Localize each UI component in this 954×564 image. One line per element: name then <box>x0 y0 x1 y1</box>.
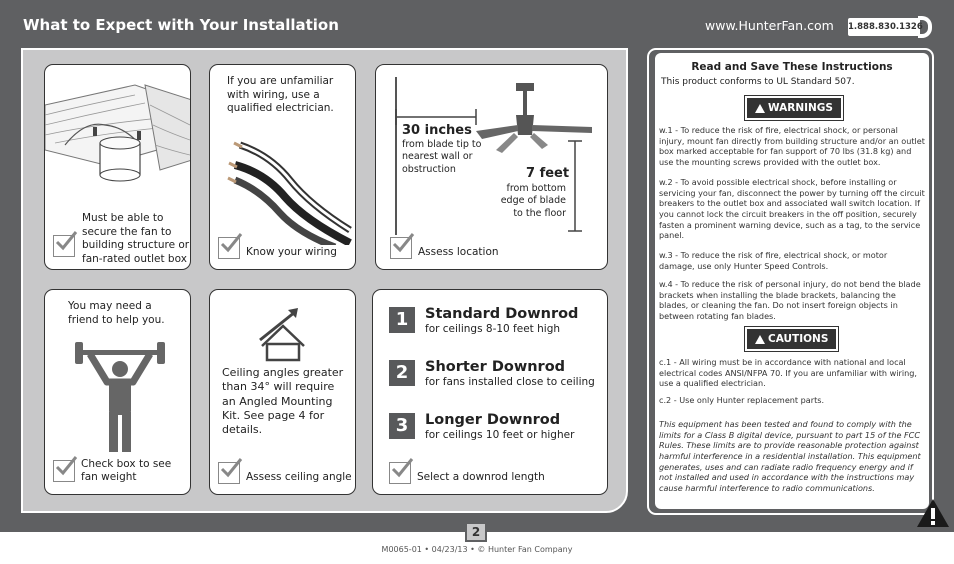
clearance-width-value: 30 inches <box>402 123 472 138</box>
page-number: 2 <box>465 522 487 542</box>
downrod-option-3 <box>389 412 574 441</box>
warning-triangle-icon <box>755 104 765 113</box>
card-mount <box>44 64 191 270</box>
fcc-statement: This equipment has been tested and found to comply with the limits for a Class B digital device, pursuant to part 15 of the FCC Rules. These limits are to provide reasonable protection against harmful interference in a residential installation. This equipment generates, uses and can radiate radio frequency energy and if not installed and used in accordance with the instructions may cause harmful interference to radio communications. <box>659 419 921 494</box>
warning-item: w.3 - To reduce the risk of fire, electrical shock, or motor damage, use only Hunter Speed Controls. <box>659 250 888 271</box>
option-title: Shorter Downrod <box>425 359 566 375</box>
weight-intro-text: You may need a friend to help you. <box>68 300 165 326</box>
angle-check-label: Assess ceiling angle <box>246 470 352 483</box>
option-desc: for ceilings 8-10 feet high <box>425 322 561 335</box>
page-title: What to Expect with Your Installation <box>23 16 339 34</box>
angle-checkbox[interactable] <box>218 462 240 484</box>
cautions-badge <box>747 329 836 349</box>
option-number: 3 <box>389 413 415 439</box>
checklist-panel <box>21 48 628 513</box>
mount-requirement-text: Must be able to secure the fan to building structure or fan-rated outlet box <box>82 212 190 265</box>
mount-checkbox[interactable] <box>53 235 75 257</box>
card-downrod <box>372 289 608 495</box>
warning-item: w.2 - To avoid possible electrical shock, before installing or servicing your fan, disconnect the power by turning off the circuit breakers to the outlet box and associated wall switch location. If you cannot lock the circuit breakers in the off position, securely fasten a prominent warning device, such as a tag, to the service panel. <box>659 177 925 241</box>
clearance-height-value: 7 feet <box>526 166 570 181</box>
option-desc: for ceilings 10 feet or higher <box>425 428 575 441</box>
phone-number: 1.888.830.1326 <box>848 18 920 36</box>
downrod-checkbox[interactable] <box>389 462 411 484</box>
wires-illustration <box>210 135 356 245</box>
clearance-width-desc: from blade tip to nearest wall or obstruction <box>402 139 482 175</box>
checkmark-icon <box>390 457 414 479</box>
card-weight <box>44 289 191 495</box>
ceiling-joist-illustration <box>45 65 191 215</box>
wiring-checkbox[interactable] <box>218 237 240 259</box>
downrod-option-1 <box>389 306 578 335</box>
warning-item: w.1 - To reduce the risk of fire, electrical shock, or personal injury, mount fan directly from building structure and/or an outlet box marked acceptable for fan support of 70 lbs (31.8 kg) and use the mounting screws provided with the outlet box. <box>659 125 925 168</box>
warning-item: w.4 - To reduce the risk of personal injury, do not bend the blade brackets when installing the blade brackets, balancing the blades, or cleaning the fan. Do not insert foreign objects in between rotating fan blades. <box>659 279 921 322</box>
option-number: 1 <box>389 307 415 333</box>
angle-info-text: Ceiling angles greater than 34° will require an Angled Mounting Kit. See page 4 for details. <box>222 366 344 437</box>
warnings-badge <box>747 98 841 118</box>
cautions-label: CAUTIONS <box>768 333 829 345</box>
checkmark-icon <box>219 232 243 254</box>
footer-text: M0065-01 • 04/23/13 • © Hunter Fan Company <box>381 545 573 554</box>
caution-item: c.2 - Use only Hunter replacement parts. <box>659 395 825 405</box>
instructions-sheet <box>655 53 929 509</box>
checkmark-icon <box>219 457 243 479</box>
wiring-check-label: Know your wiring <box>246 245 337 258</box>
warning-triangle-icon <box>916 498 950 528</box>
angled-ceiling-icon <box>210 304 356 364</box>
caution-item: c.1 - All wiring must be in accordance with national and local electrical codes ANSI/NFPA 70. If you are unfamiliar with wiring, use a qualified electrician. <box>659 357 917 389</box>
option-number: 2 <box>389 360 415 386</box>
instructions-panel <box>647 48 934 515</box>
instructions-title: Read and Save These Instructions <box>691 61 893 73</box>
card-location <box>375 64 608 270</box>
checkmark-icon <box>54 230 78 252</box>
card-angle <box>209 289 356 495</box>
checkmark-icon <box>391 232 415 254</box>
card-wiring <box>209 64 356 270</box>
downrod-option-2 <box>389 359 595 388</box>
weight-checkbox[interactable] <box>53 460 75 482</box>
weight-check-label: Check box to see fan weight <box>81 458 172 483</box>
location-checkbox[interactable] <box>390 237 412 259</box>
wiring-intro-text: If you are unfamiliar with wiring, use a qualified electrician. <box>227 75 334 115</box>
ul-statement: This product conforms to UL Standard 507. <box>661 77 855 87</box>
location-check-label: Assess location <box>418 245 499 258</box>
option-desc: for fans installed close to ceiling <box>425 375 595 388</box>
downrod-check-label: Select a downrod length <box>417 470 545 483</box>
option-title: Longer Downrod <box>425 412 561 428</box>
option-title: Standard Downrod <box>425 306 579 322</box>
weightlifter-icon <box>45 342 191 462</box>
caution-triangle-icon <box>755 335 765 344</box>
clearance-height-desc: from bottom edge of blade to the floor <box>500 183 566 219</box>
warnings-label: WARNINGS <box>768 102 833 114</box>
checkmark-icon <box>54 455 78 477</box>
website-link[interactable]: www.HunterFan.com <box>705 18 834 33</box>
